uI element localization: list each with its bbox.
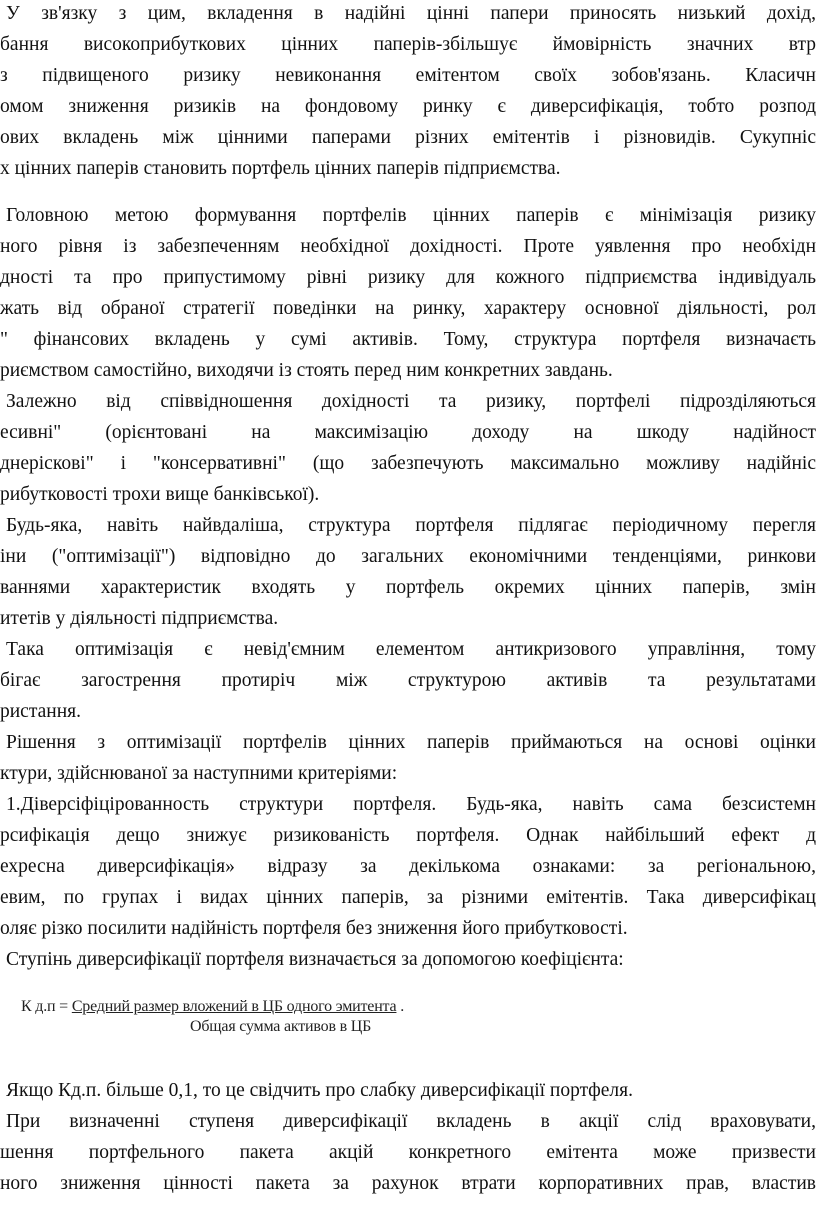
text-line: Така оптимізація є невід'ємним елементом антикризового управління, тому — [6, 639, 816, 660]
text-line: ових вкладень між цінними паперами різних емітентів і різновидів. Сукупніс — [0, 127, 816, 148]
text-line: итетів у діяльності підприємства. — [0, 608, 279, 629]
text-line: ристання. — [0, 701, 81, 722]
formula-prefix: К д.п = — [21, 998, 72, 1015]
text-line: рсифікація дещо знижує ризикованість портфеля. Однак найбільший ефект д — [0, 825, 816, 846]
text-line: Головною метою формування портфелів цінних паперів є мінімізація ризику — [6, 205, 816, 226]
text-line: шення портфельного пакета акцій конкретного емітента може призвести — [0, 1142, 816, 1163]
text-line: ехресна диверсифікація» відразу за декількома ознаками: за регіональною, — [0, 856, 816, 877]
text-line: Будь-яка, навіть найвдаліша, структура портфеля підлягає періодичному перегля — [6, 515, 816, 536]
text-line: бання високоприбуткових цінних паперів-збільшує ймовірність значних втр — [0, 34, 816, 55]
text-line: Залежно від співвідношення дохідності та ризику, портфелі підрозділяються — [6, 391, 816, 412]
text-line: есивні" (орієнтовані на максимізацію доходу на шкоду надійност — [0, 422, 816, 443]
text-line: жать від обраної стратегії поведінки на ринку, характеру основної діяльності, рол — [0, 298, 816, 319]
text-line: омом зниження ризиків на фондовому ринку є диверсифікація, тобто розпод — [0, 96, 816, 117]
text-line: евим, по групах і видах цінних паперів, за різними емітентів. Така диверсифікац — [0, 887, 816, 908]
text-line: ктури, здійснюваної за наступними критеріями: — [0, 763, 398, 784]
text-line: ного рівня із забезпеченням необхідної дохідності. Проте уявлення про необхідн — [0, 236, 816, 257]
text-line: Ступінь диверсифікації портфеля визначається за допомогою коефіцієнта: — [6, 949, 624, 970]
text-line: Якщо Кд.п. більше 0,1, то це свідчить про слабку диверсифікації портфеля. — [6, 1080, 633, 1101]
text-line: дності та про припустимому рівні ризику для кожного підприємства індивідуаль — [0, 267, 816, 288]
text-line: Рішення з оптимізації портфелів цінних паперів приймаються на основі оцінки — [6, 732, 816, 753]
formula-numerator: Средний размер вложений в ЦБ одного эмитента — [71, 998, 397, 1015]
text-line: днеріскові" і "консервативні" (що забезпечують максимально можливу надійніс — [0, 453, 816, 474]
text-line: У зв'язку з цим, вкладення в надійні цінні папери приносять низький дохід, — [6, 3, 816, 24]
text-line: рибутковості трохи вище банківської). — [0, 484, 320, 505]
text-line: з підвищеного ризику невиконання емітентом своїх зобов'язань. Класичн — [0, 65, 816, 86]
text-line: ного зниження цінності пакета за рахунок втрати корпоративних прав, властив — [0, 1173, 816, 1194]
text-line: оляє різко посилити надійність портфеля без зниження його прибутковості. — [0, 918, 628, 939]
text-line: При визначенні ступеня диверсифікації вкладень в акції слід враховувати, — [6, 1111, 816, 1132]
text-line: ваннями характеристик входять у портфель окремих цінних паперів, змін — [0, 577, 816, 598]
text-line: бігає загострення протиріч між структурою активів та результатами — [0, 670, 816, 691]
text-line: " фінансових вкладень у сумі активів. Тому, структура портфеля визначаєть — [0, 329, 816, 350]
text-line: риємством самостійно, виходячи із стоять перед ним конкретних завдань. — [0, 360, 613, 381]
text-line: іни ("оптимізації") відповідно до загальних економічними тенденціями, ринкови — [0, 546, 816, 567]
text-line: 1.Діверсіфіцірованность структури портфеля. Будь-яка, навіть сама безсистемн — [6, 794, 816, 815]
formula-numerator-suffix: . — [396, 998, 405, 1015]
text-line: х цінних паперів становить портфель цінних паперів підприємства. — [0, 158, 561, 179]
formula-denominator: Общая сумма активов в ЦБ — [190, 1018, 372, 1035]
